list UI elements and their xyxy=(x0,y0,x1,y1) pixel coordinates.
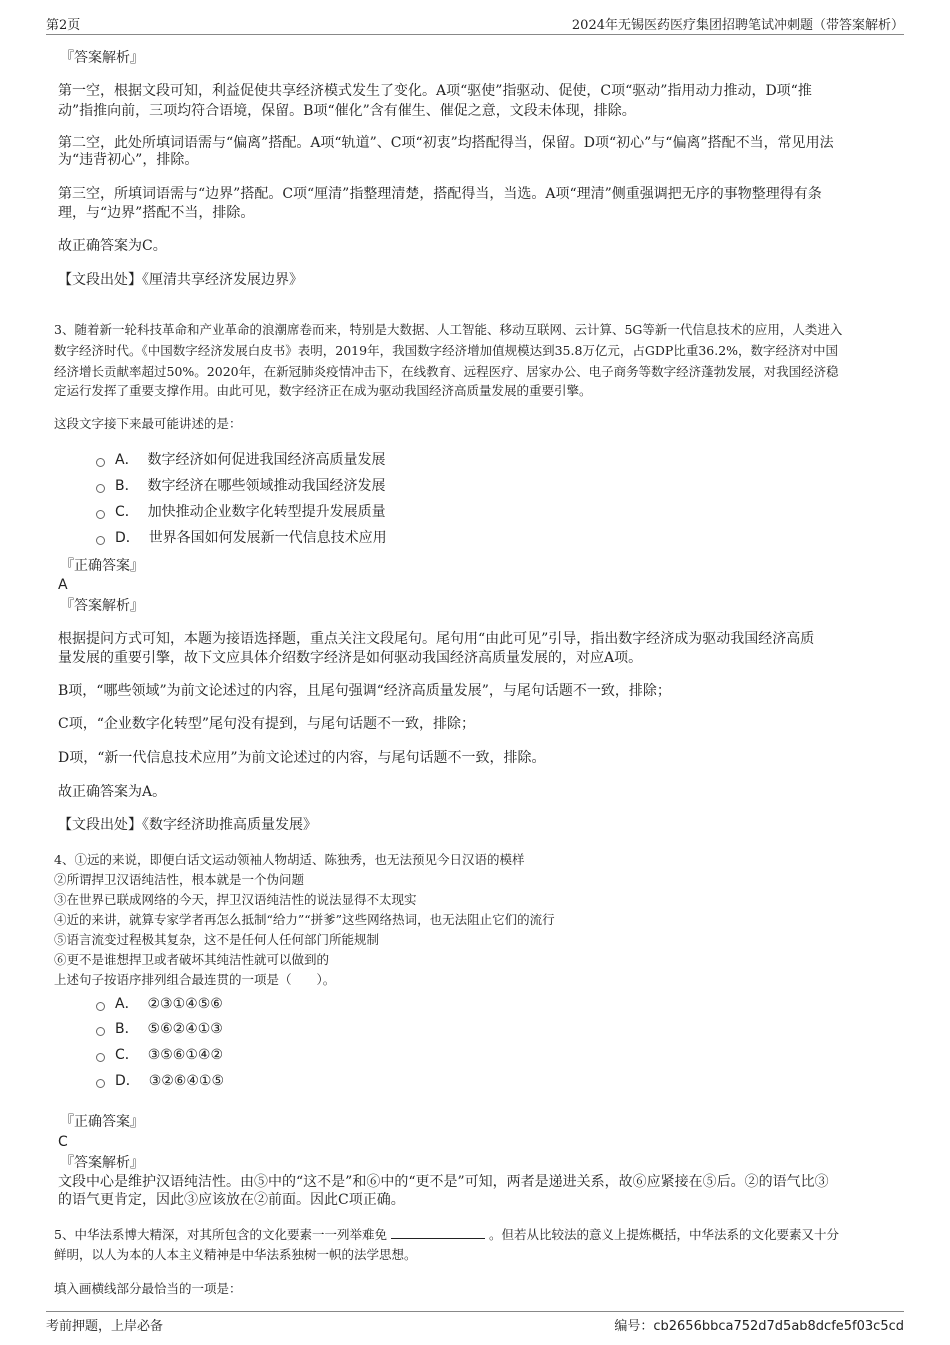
q4-option-d[interactable]: D． ③②⑥④①⑤ xyxy=(96,1071,224,1091)
q3-analysis-line1: 根据提问方式可知，本题为接语选择题，重点关注文段尾句。尾句用“由此可见”引导，指出数字经济成为驱动我国经济高质 xyxy=(58,631,815,647)
q3-answer: A xyxy=(58,577,68,593)
q5-stem-line1: 5、中华法系博大精深，对其所包含的文化要素一一列举难免 。但若从比较法的意义上提炼概括，中华法系的文化要素又十分 xyxy=(54,1227,839,1242)
radio-icon[interactable] xyxy=(96,458,105,467)
q4-sentence-1: 4、①远的来说，即便白话文运动领袖人物胡适、陈独秀，也无法预见今日汉语的模样 xyxy=(54,852,525,867)
fill-blank xyxy=(391,1226,485,1239)
q4-analysis-line1: 文段中心是维护汉语纯洁性。由⑤中的“这不是”和⑥中的“更不是”可知，两者是递进关系，故⑥应紧接在⑤后。②的语气比③ xyxy=(58,1174,829,1190)
q4-analysis-label: 『答案解析』 xyxy=(60,1155,144,1171)
q4-answer: C xyxy=(58,1134,68,1150)
q2-conclusion: 故正确答案为C。 xyxy=(58,238,167,254)
q3-analysis-line2: 量发展的重要引擎，故下文应具体介绍数字经济是如何驱动我国经济高质量发展的，对应A项。 xyxy=(58,650,643,666)
q2-analysis-label: 『答案解析』 xyxy=(60,50,144,66)
q5-question: 填入画横线部分最恰当的一项是： xyxy=(54,1281,242,1296)
q4-sentence-2: ②所谓捍卫汉语纯洁性，根本就是一个伪问题 xyxy=(54,872,305,887)
q3-analysis-c: C项，“企业数字化转型”尾句没有提到，与尾句话题不一致，排除； xyxy=(58,716,476,732)
q4-question: 上述句子按语序排列组合最连贯的一项是（ ）。 xyxy=(54,972,336,987)
q3-stem-line3: 经济增长贡献率超过50%。2020年，在新冠肺炎疫情冲击下，在线教育、远程医疗、居家办公、电子商务等数字经济蓬勃发展，对我国经济稳 xyxy=(54,364,839,379)
q3-stem-line2: 数字经济时代。《中国数字经济发展白皮书》表明，2019年，我国数字经济增加值规模达到35.8万亿元，占GDP比重36.2%，数字经济对中国 xyxy=(54,343,839,358)
q4-analysis-line2: 的语气更肯定，因此③应该放在②前面。因此C项正确。 xyxy=(58,1192,405,1208)
q3-option-b[interactable]: B． 数字经济在哪些领域推动我国经济发展 xyxy=(96,476,386,496)
radio-icon[interactable] xyxy=(96,1079,105,1088)
q4-sentence-6: ⑥更不是谁想捍卫或者破坏其纯洁性就可以做到的 xyxy=(54,952,330,967)
q2-para2-line1: 第二空，此处所填词语需与“偏离”搭配。A项“轨道”、C项“初衷”均搭配得当，保留。D项“初心”与“偏离”搭配不当，常见用法 xyxy=(58,135,834,151)
q2-para1-line1: 第一空，根据文段可知，利益促使共享经济模式发生了变化。A项“驱使”指驱动、促使，C项“驱动”指用动力推动，D项“推 xyxy=(58,83,812,99)
radio-icon[interactable] xyxy=(96,510,105,519)
q4-option-c[interactable]: C． ③⑤⑥①④② xyxy=(96,1045,223,1065)
q2-source: 【文段出处】《厘清共享经济发展边界》 xyxy=(58,272,303,288)
page-header xyxy=(46,14,904,35)
q3-analysis-label: 『答案解析』 xyxy=(60,598,144,614)
q4-option-b[interactable]: B． ⑤⑥②④①③ xyxy=(96,1019,223,1039)
document-title: 2024年无锡医药医疗集团招聘笔试冲刺题（带答案解析） xyxy=(571,18,904,33)
q3-answer-label: 『正确答案』 xyxy=(60,558,144,574)
radio-icon[interactable] xyxy=(96,1053,105,1062)
q3-option-c[interactable]: C． 加快推动企业数字化转型提升发展质量 xyxy=(96,502,386,522)
q4-sentence-5: ⑤语言流变过程极其复杂，这不是任何人任何部门所能规制 xyxy=(54,932,380,947)
q4-sentence-3: ③在世界已联成网络的今天，捍卫汉语纯洁性的说法显得不太现实 xyxy=(54,892,417,907)
q3-question: 这段文字接下来最可能讲述的是： xyxy=(54,416,242,431)
q3-option-a[interactable]: A． 数字经济如何促进我国经济高质量发展 xyxy=(96,450,385,470)
radio-icon[interactable] xyxy=(96,1027,105,1036)
q4-option-a[interactable]: A． ②③①④⑤⑥ xyxy=(96,994,223,1014)
q3-analysis-b: B项，“哪些领域”为前文论述过的内容，且尾句强调“经济高质量发展”，与尾句话题不一致，排除； xyxy=(58,683,671,699)
q2-para2-line2: 为“违背初心”，排除。 xyxy=(58,152,199,168)
q2-para3-line1: 第三空，所填词语需与“边界”搭配。C项“厘清”指整理清楚，搭配得当，当选。A项“理清”侧重强调把无序的事物整理得有条 xyxy=(58,186,822,202)
q3-stem-line1: 3、随着新一轮科技革命和产业革命的浪潮席卷而来，特别是大数据、人工智能、移动互联网、云计算、5G等新一代信息技术的应用，人类进入 xyxy=(54,322,843,337)
q2-para3-line2: 理，与“边界”搭配不当，排除。 xyxy=(58,205,255,221)
q4-answer-label: 『正确答案』 xyxy=(60,1114,144,1130)
radio-icon[interactable] xyxy=(96,484,105,493)
q3-source: 【文段出处】《数字经济助推高质量发展》 xyxy=(58,817,317,833)
q4-sentence-4: ④近的来讲，就算专家学者再怎么抵制“给力”“拼爹”这些网络热词，也无法阻止它们的流行 xyxy=(54,912,555,927)
q3-conclusion: 故正确答案为A。 xyxy=(58,784,167,800)
page-number: 第2页 xyxy=(46,18,81,33)
q3-stem-line4: 定运行发挥了重要支撑作用。由此可见，数字经济正在成为驱动我国经济高质量发展的重要引擎。 xyxy=(54,383,592,398)
q5-stem-line2: 鲜明，以人为本的人本主义精神是中华法系独树一帜的法学思想。 xyxy=(54,1247,417,1262)
footer-slogan: 考前押题，上岸必备 xyxy=(46,1319,164,1334)
footer-code: 编号：cb2656bbca752d7d5ab8dcfe5f03c5cd xyxy=(614,1319,904,1334)
radio-icon[interactable] xyxy=(96,536,105,545)
page-footer xyxy=(46,1311,904,1332)
radio-icon[interactable] xyxy=(96,1002,105,1011)
q2-para1-line2: 动”指推向前，三项均符合语境，保留。B项“催化”含有催生、催促之意，文段未体现，排除。 xyxy=(58,103,636,119)
q3-analysis-d: D项，“新一代信息技术应用”为前文论述过的内容，与尾句话题不一致，排除。 xyxy=(58,750,546,766)
q3-option-d[interactable]: D． 世界各国如何发展新一代信息技术应用 xyxy=(96,528,387,548)
